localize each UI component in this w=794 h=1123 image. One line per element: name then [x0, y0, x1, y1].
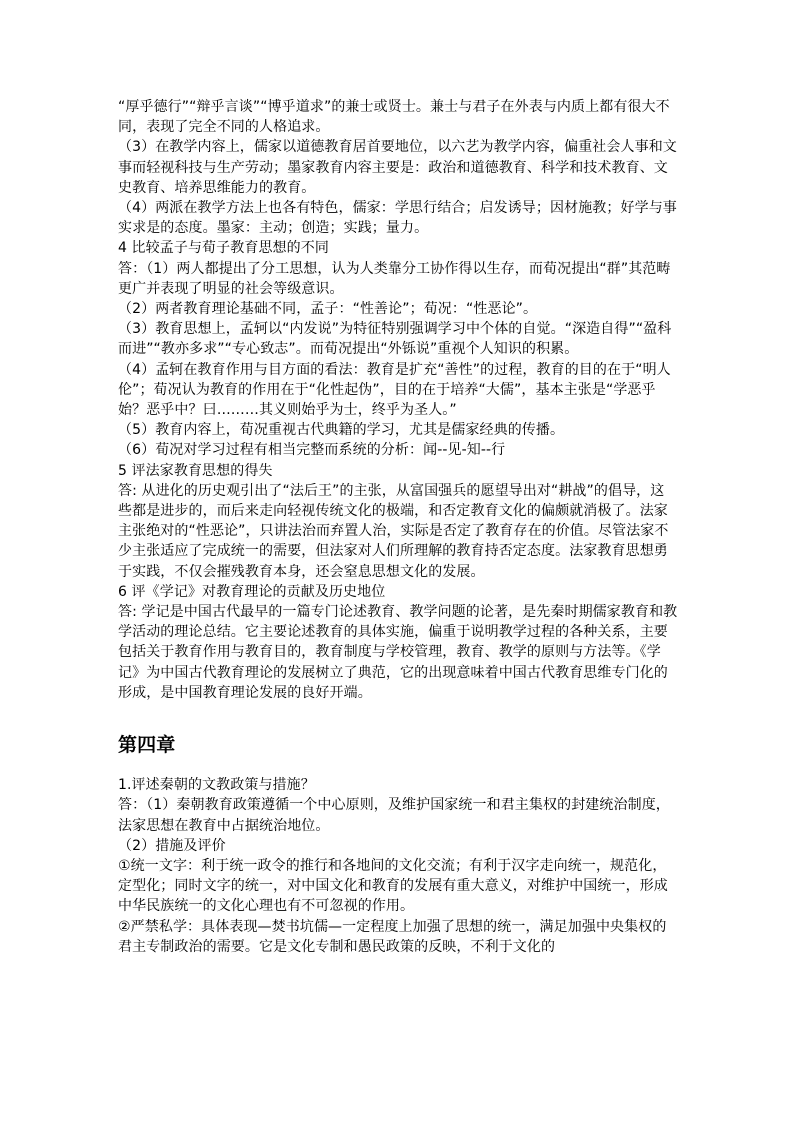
paragraph: “厚乎德行”“辩乎言谈”“博乎道求”的兼士或贤士。兼士与君子在外表与内质上都有很大不同，表现了完全不同的人格追求。	[118, 99, 670, 136]
spacer	[118, 757, 678, 775]
spacer	[118, 703, 678, 733]
section-1	[118, 97, 678, 703]
question-heading: 5 评法家教育思想的得失	[118, 462, 273, 479]
section-2	[118, 775, 678, 957]
paragraph: （2）措施及评价	[118, 837, 226, 854]
paragraph: （2）两者教育理论基础不同，孟子：“性善论”；荀况：“性恶论”。	[118, 301, 538, 318]
paragraph: ①统一文字：利于统一政令的推行和各地间的文化交流；有利于汉字走向统一，规范化，定型化；同时文字的统一，对中国文化和教育的发展有重大意义，对维护中国统一，形成中华民族统一的文化心理也有不可忽视的作用。	[118, 857, 668, 915]
paragraph: 答: 学记是中国古代最早的一篇专门论述教育、教学问题的论著，是先秦时期儒家教育和教学活动的理论总结。它主要论述教育的具体实施，偏重于说明教学过程的各种关系，主要包括关于教育作用与教育目的，教育制度与学校管理，教育、教学的原则与方法等。《学记》为中国古代教育理论的发展树立了典范，它的出现意味着中国古代教育思维专门化的形成，是中国教育理论发展的良好开端。	[118, 604, 678, 701]
paragraph: （4）孟轲在教育作用与目方面的看法：教育是扩充“善性”的过程，教育的目的在于“明人伦”；荀况认为教育的作用在于“化性起伪”，目的在于培养“大儒”，基本主张是“学恶乎始？恶乎中？曰………其义则始乎为士，终乎为圣人。”	[118, 361, 671, 419]
paragraph: 答: 从进化的历史观引出了“法后王”的主张，从富国强兵的愿望导出对“耕战”的倡导，这些都是进步的，而后来走向轻视传统文化的极端，和否定教育文化的偏颇就消极了。法家主张绝对的“性恶论”，只讲法治而弃置人治，实际是否定了教育存在的价值。尽管法家不少主张适应了完成统一的需要，但法家对人们所理解的教育持否定态度。法家教育思想勇于实践，不仅会摧残教育本身，还会窒息思想文化的发展。	[118, 482, 669, 580]
chapter-title: 第四章	[118, 734, 176, 757]
paragraph: 答：（1）两人都提出了分工思想，认为人类靠分工协作得以生存，而荀况提出“群”其范畴更广并表现了明显的社会等级意识。	[118, 260, 671, 297]
question-heading: 4 比较孟子与荀子教育思想的不同	[118, 240, 329, 257]
paragraph: （5）教育内容上，荀况重视古代典籍的学习，尤其是儒家经典的传播。	[118, 422, 565, 439]
paragraph: （3）教育思想上，孟轲以“内发说”为特征特别强调学习中个体的自觉。“深造自得”“盈科而进”“教亦多求”“专心致志”。而荀况提出“外铄说”重视个人知识的积累。	[118, 321, 672, 358]
paragraph: 答：（1）秦朝教育政策遵循一个中心原则，及维护国家统一和君主集权的封建统治制度，法家思想在教育中占据统治地位。	[118, 797, 670, 834]
question-heading: 1.评述秦朝的文教政策与措施？	[118, 777, 315, 794]
paragraph: （3）在教学内容上，儒家以道德教育居首要地位，以六艺为教学内容，偏重社会人事和文事而轻视科技与生产劳动；墨家教育内容主要是：政治和道德教育、科学和技术教育、文史教育、培养思维能力的教育。	[118, 139, 677, 196]
paragraph: （6）荀况对学习过程有相当完整而系统的分析：闻--见-知--行	[118, 442, 506, 459]
document-page	[118, 97, 678, 957]
question-heading: 6 评《学记》对教育理论的贡献及历史地位	[118, 583, 386, 600]
paragraph: ②严禁私学：具体表现—焚书坑儒—一定程度上加强了思想的统一，满足加强中央集权的君主专制政治的需要。它是文化专制和愚民政策的反映，不利于文化的	[118, 918, 667, 955]
paragraph: （4）两派在教学方法上也各有特色，儒家：学思行结合；启发诱导；因材施教；好学与事实求是的态度。墨家：主动；创造；实践；量力。	[118, 200, 677, 237]
